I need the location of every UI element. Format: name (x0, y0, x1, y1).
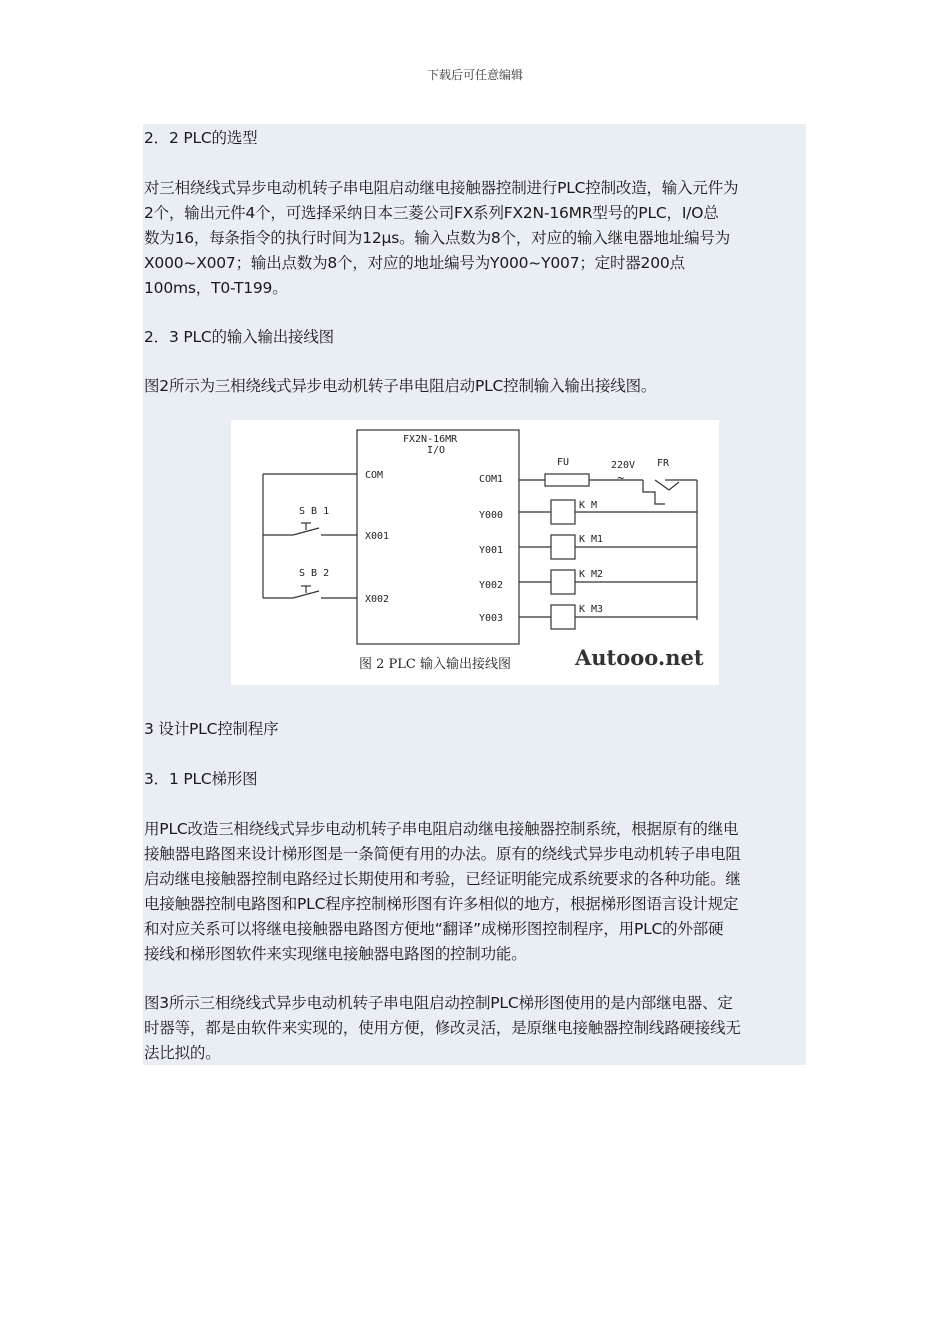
input-x002-label: X002 (365, 594, 390, 605)
document-body (143, 124, 806, 1065)
text-line: 接线和梯形图软件来实现继电接触器电路图的控制功能。 (144, 945, 527, 963)
coil-km1 (551, 535, 575, 559)
fuse-symbol (545, 474, 589, 486)
text-line: 和对应关系可以将继电接触器电路图方便地“翻译”成梯形图控制程序，用PLC的外部硬 (144, 920, 724, 938)
plc-io-label: I/O (427, 445, 446, 456)
output-com1-label: COM1 (479, 474, 504, 485)
coil-km2-label: K M2 (579, 569, 604, 580)
paragraph-ladder-design (144, 817, 806, 967)
heading-2-3: 2．3 PLC的输入输出接线图 (144, 328, 334, 346)
text-line: 时器等，都是由软件来实现的，使用方便，修改灵活，是原继电接触器控制线路硬接线无 (144, 1019, 741, 1037)
watermark-logo: Autooo.net (575, 645, 704, 670)
fr-label: FR (657, 458, 670, 469)
heading-3: 3 设计PLC控制程序 (144, 720, 279, 738)
text-line: X000~X007；输出点数为8个，对应的地址编号为Y000~Y007；定时器200点 (144, 254, 685, 272)
coil-km-label: K M (579, 500, 598, 511)
figure-caption: 图 2 PLC 输入输出接线图 (359, 657, 511, 672)
paragraph-figure-intro: 图2所示为三相绕线式异步电动机转子串电阻启动PLC控制输入输出接线图。 (144, 377, 657, 395)
wiring-diagram (231, 420, 719, 685)
text-line: 100ms，T0-T199。 (144, 279, 288, 297)
input-x001-label: X001 (365, 531, 390, 542)
text-line: 数为16，每条指令的执行时间为12μs。输入点数为8个，对应的输入继电器地址编号为 (144, 229, 731, 247)
text-line: 图3所示三相绕线式异步电动机转子串电阻启动控制PLC梯形图使用的是内部继电器、定 (144, 994, 733, 1012)
heading-2-2: 2．2 PLC的选型 (144, 129, 258, 147)
text-line: 法比拟的。 (144, 1044, 221, 1062)
switch-sb1-label: S B 1 (299, 506, 330, 517)
header-note: 下载后可任意编辑 (426, 68, 523, 82)
ac-symbol: ~ (617, 471, 625, 485)
coil-km2 (551, 570, 575, 594)
output-y000-label: Y000 (479, 510, 504, 521)
text-line: 电接触器控制电路图和PLC程序控制梯形图有许多相似的地方，根据梯形图语言设计规定 (144, 895, 739, 913)
text-line: 2个，输出元件4个，可选择采纳日本三菱公司FX系列FX2N-16MR型号的PLC，I/O总 (144, 204, 719, 222)
output-y003-label: Y003 (479, 613, 504, 624)
switch-sb2-label: S B 2 (299, 568, 330, 579)
coil-km3 (551, 605, 575, 629)
text-line: 对三相绕线式异步电动机转子串电阻启动继电接触器控制进行PLC控制改造，输入元件为 (144, 179, 739, 197)
voltage-label: 220V (611, 460, 636, 471)
text-line: 接触器电路图来设计梯形图是一条简便有用的办法。原有的绕线式异步电动机转子串电阻 (144, 845, 741, 863)
coil-km1-label: K M1 (579, 534, 604, 545)
heading-3-1: 3．1 PLC梯形图 (144, 770, 258, 788)
input-com-label: COM (365, 470, 384, 481)
coil-km (551, 500, 575, 524)
wiring-diagram-figure (231, 420, 719, 685)
paragraph-figure-3 (144, 991, 806, 1066)
paragraph-plc-selection (144, 176, 806, 301)
fr-contact (643, 480, 665, 504)
text-line: 用PLC改造三相绕线式异步电动机转子串电阻启动继电接触器控制系统，根据原有的继电 (144, 820, 739, 838)
fuse-label: FU (557, 457, 570, 468)
text-line: 启动继电接触器控制电路经过长期使用和考验，已经证明能完成系统要求的各种功能。继 (144, 870, 741, 888)
coil-km3-label: K M3 (579, 604, 604, 615)
output-y001-label: Y001 (479, 545, 504, 556)
plc-model-label: FX2N-16MR (403, 434, 458, 445)
output-y002-label: Y002 (479, 580, 504, 591)
